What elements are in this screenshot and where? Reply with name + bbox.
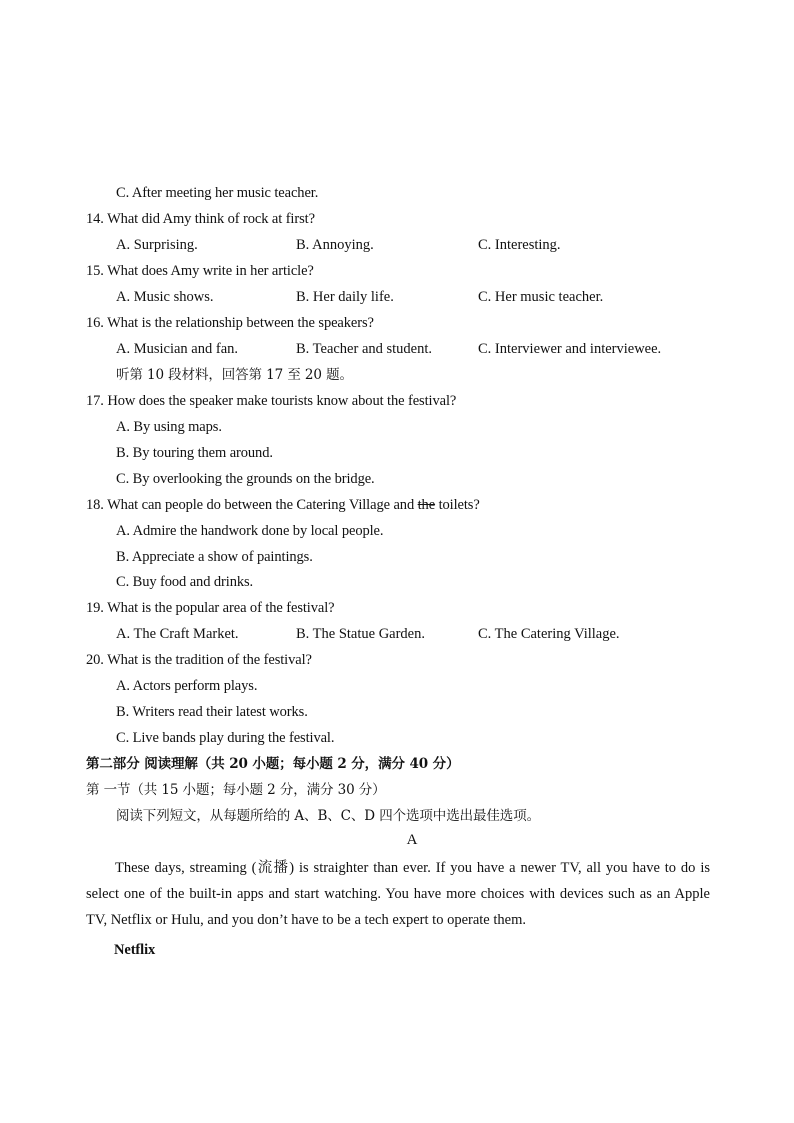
q20-question: 20. What is the tradition of the festival? xyxy=(86,652,312,668)
section1-heading: 第 一节（共 15 小题；每小题 2 分，满分 30 分） xyxy=(86,782,386,798)
q15-option-b: B. Her daily life. xyxy=(296,289,394,305)
q13-option-c: C. After meeting her music teacher. xyxy=(116,185,319,201)
q16-option-c: C. Interviewer and interviewee. xyxy=(478,341,662,357)
passage-paragraph xyxy=(86,855,710,933)
q19-question: 19. What is the popular area of the festival? xyxy=(86,600,335,616)
part2-heading: 第二部分 阅读理解（共 20 小题；每小题 2 分，满分 40 分） xyxy=(86,756,460,772)
q18-question-part1: 18. What can people do between the Catering Village and xyxy=(86,497,418,513)
reading-instruction: 阅读下列短文，从每题所给的 A、B、C、D 四个选项中选出最佳选项。 xyxy=(116,808,541,824)
q18-option-c: C. Buy food and drinks. xyxy=(116,574,254,590)
q15-option-c: C. Her music teacher. xyxy=(478,289,604,305)
q14-option-a: A. Surprising. xyxy=(116,237,198,253)
q17-option-a: A. By using maps. xyxy=(116,419,222,435)
q18-question xyxy=(86,496,480,514)
q14-question: 14. What did Amy think of rock at first? xyxy=(86,211,315,227)
q18-option-a: A. Admire the handwork done by local people. xyxy=(116,523,384,539)
q20-option-c: C. Live bands play during the festival. xyxy=(116,730,335,746)
q15-question: 15. What does Amy write in her article? xyxy=(86,263,314,279)
q17-option-c: C. By overlooking the grounds on the bridge. xyxy=(116,471,375,487)
passage-label: A xyxy=(406,832,418,848)
q16-question: 16. What is the relationship between the speakers? xyxy=(86,315,374,331)
q19-option-a: A. The Craft Market. xyxy=(116,626,239,642)
q20-option-b: B. Writers read their latest works. xyxy=(116,704,308,720)
q17-question: 17. How does the speaker make tourists know about the festival? xyxy=(86,393,457,409)
passage-subheading: Netflix xyxy=(114,942,156,958)
q14-option-c: C. Interesting. xyxy=(478,237,561,253)
q18-struck-word: the xyxy=(417,497,436,513)
q19-option-b: B. The Statue Garden. xyxy=(296,626,425,642)
q16-option-b: B. Teacher and student. xyxy=(296,341,433,357)
q19-option-c: C. The Catering Village. xyxy=(478,626,620,642)
q20-option-a: A. Actors perform plays. xyxy=(116,678,258,694)
q18-question-part2: toilets? xyxy=(435,497,480,513)
material-10-instruction: 听第 10 段材料，回答第 17 至 20 题。 xyxy=(116,367,353,383)
q15-option-a: A. Music shows. xyxy=(116,289,214,305)
passage-paragraph-text: These days, streaming (流播) is straighter than ever. If you have a newer TV, all you have to do is select one of the built-in apps and start watching. You have more choices with devices such as an Apple TV, Netflix or Hulu, and you don’t have to be a tech expert to operate them. xyxy=(86,860,710,928)
q16-option-a: A. Musician and fan. xyxy=(116,341,239,357)
q17-option-b: B. By touring them around. xyxy=(116,445,273,461)
q18-option-b: B. Appreciate a show of paintings. xyxy=(116,549,313,565)
q14-option-b: B. Annoying. xyxy=(296,237,374,253)
